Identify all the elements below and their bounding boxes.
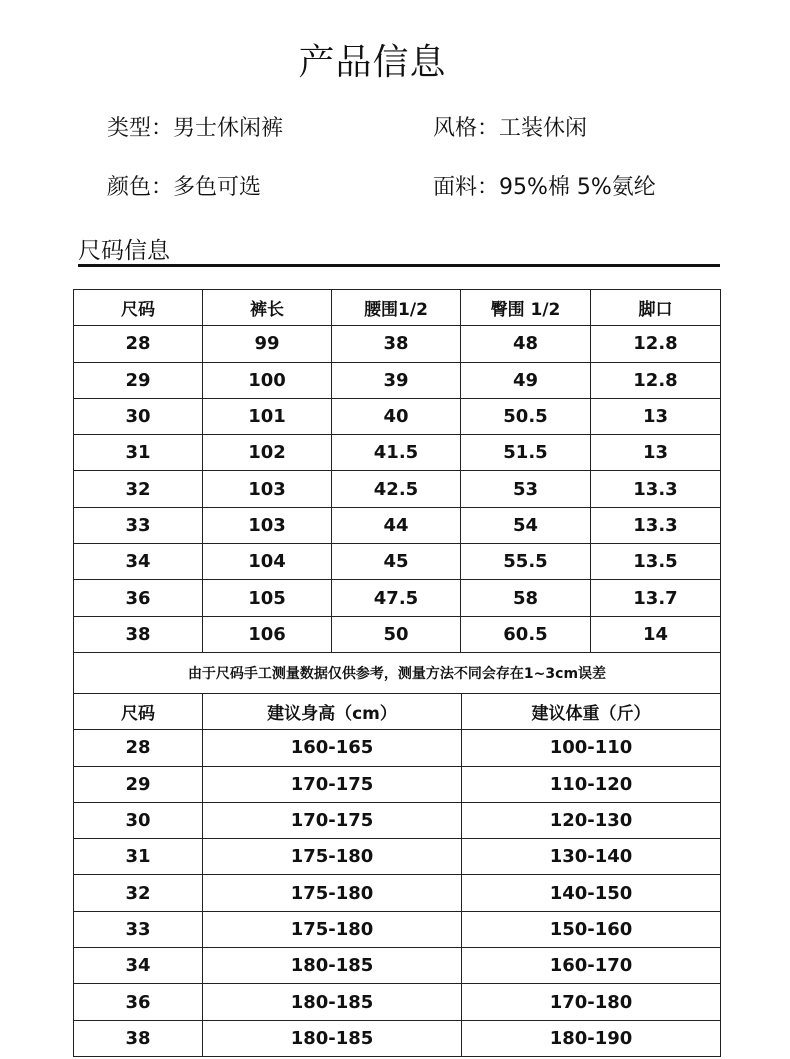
length-cell: 100 [203,362,332,398]
hem-cell: 12.8 [591,362,721,398]
size-cell: 38 [74,1020,203,1056]
hip-cell: 51.5 [461,435,591,471]
size-cell: 28 [74,326,203,362]
table-row [74,911,721,947]
table-row [74,984,721,1020]
length-cell: 104 [203,544,332,580]
size-cell: 31 [74,839,203,875]
size-cell: 30 [74,398,203,434]
page-title: 产品信息 [298,42,447,83]
length-cell: 105 [203,580,332,616]
size-cell: 33 [74,507,203,543]
size-table-header [74,290,721,326]
waist-cell: 38 [332,326,461,362]
table-row [74,730,721,766]
waist-cell: 42.5 [332,471,461,507]
size-cell: 29 [74,766,203,802]
info-fabric: 面料：95%棉 5%氨纶 [433,175,656,200]
size-table [73,289,721,694]
header-hip: 臀围 1/2 [461,290,591,326]
size-cell: 34 [74,948,203,984]
height-cell: 180-185 [203,984,462,1020]
table-row [74,616,721,652]
weight-cell: 150-160 [462,911,721,947]
length-cell: 103 [203,471,332,507]
length-cell: 102 [203,435,332,471]
size-cell: 33 [74,911,203,947]
hip-cell: 53 [461,471,591,507]
header-waist: 腰围1/2 [332,290,461,326]
table-row [74,580,721,616]
header-length: 裤长 [203,290,332,326]
info-style: 风格：工装休闲 [433,116,588,141]
table-row [74,766,721,802]
hip-cell: 60.5 [461,616,591,652]
height-cell: 160-165 [203,730,462,766]
table-row [74,948,721,984]
hip-cell: 54 [461,507,591,543]
header-hem: 脚口 [591,290,721,326]
length-cell: 101 [203,398,332,434]
table-row [74,839,721,875]
waist-cell: 40 [332,398,461,434]
recommend-table-header [74,694,721,730]
table-row [74,507,721,543]
size-cell: 38 [74,616,203,652]
table-row [74,875,721,911]
waist-cell: 47.5 [332,580,461,616]
table-row [74,362,721,398]
size-cell: 31 [74,435,203,471]
header-rec-weight: 建议体重（斤） [462,694,721,730]
table-row [74,544,721,580]
size-cell: 36 [74,580,203,616]
size-cell: 30 [74,802,203,838]
info-type: 类型：男士休闲裤 [107,116,284,141]
height-cell: 180-185 [203,948,462,984]
height-cell: 175-180 [203,911,462,947]
size-cell: 34 [74,544,203,580]
waist-cell: 39 [332,362,461,398]
hip-cell: 49 [461,362,591,398]
height-cell: 170-175 [203,802,462,838]
waist-cell: 41.5 [332,435,461,471]
hem-cell: 13.5 [591,544,721,580]
size-cell: 29 [74,362,203,398]
recommend-table [73,693,721,1057]
hip-cell: 58 [461,580,591,616]
size-cell: 36 [74,984,203,1020]
hip-cell: 55.5 [461,544,591,580]
length-cell: 103 [203,507,332,543]
hem-cell: 13.7 [591,580,721,616]
weight-cell: 160-170 [462,948,721,984]
hem-cell: 13 [591,398,721,434]
size-cell: 32 [74,471,203,507]
hip-cell: 48 [461,326,591,362]
hem-cell: 13.3 [591,507,721,543]
size-cell: 28 [74,730,203,766]
waist-cell: 44 [332,507,461,543]
length-cell: 106 [203,616,332,652]
height-cell: 175-180 [203,875,462,911]
weight-cell: 170-180 [462,984,721,1020]
weight-cell: 100-110 [462,730,721,766]
section-divider [78,264,720,267]
header-size: 尺码 [74,290,203,326]
hem-cell: 14 [591,616,721,652]
measurement-note: 由于尺码手工测量数据仅供参考，测量方法不同会存在1~3cm误差 [74,652,721,693]
waist-cell: 45 [332,544,461,580]
waist-cell: 50 [332,616,461,652]
table-row [74,326,721,362]
header-rec-height: 建议身高（cm） [203,694,462,730]
weight-cell: 180-190 [462,1020,721,1056]
hip-cell: 50.5 [461,398,591,434]
weight-cell: 130-140 [462,839,721,875]
height-cell: 170-175 [203,766,462,802]
hem-cell: 12.8 [591,326,721,362]
table-row [74,398,721,434]
table-row [74,802,721,838]
length-cell: 99 [203,326,332,362]
table-row [74,471,721,507]
header-rec-size: 尺码 [74,694,203,730]
size-cell: 32 [74,875,203,911]
hem-cell: 13.3 [591,471,721,507]
table-row [74,1020,721,1056]
weight-cell: 110-120 [462,766,721,802]
section-title: 尺码信息 [78,238,170,264]
info-color: 颜色：多色可选 [107,175,262,200]
weight-cell: 140-150 [462,875,721,911]
height-cell: 175-180 [203,839,462,875]
table-row [74,435,721,471]
weight-cell: 120-130 [462,802,721,838]
hem-cell: 13 [591,435,721,471]
height-cell: 180-185 [203,1020,462,1056]
